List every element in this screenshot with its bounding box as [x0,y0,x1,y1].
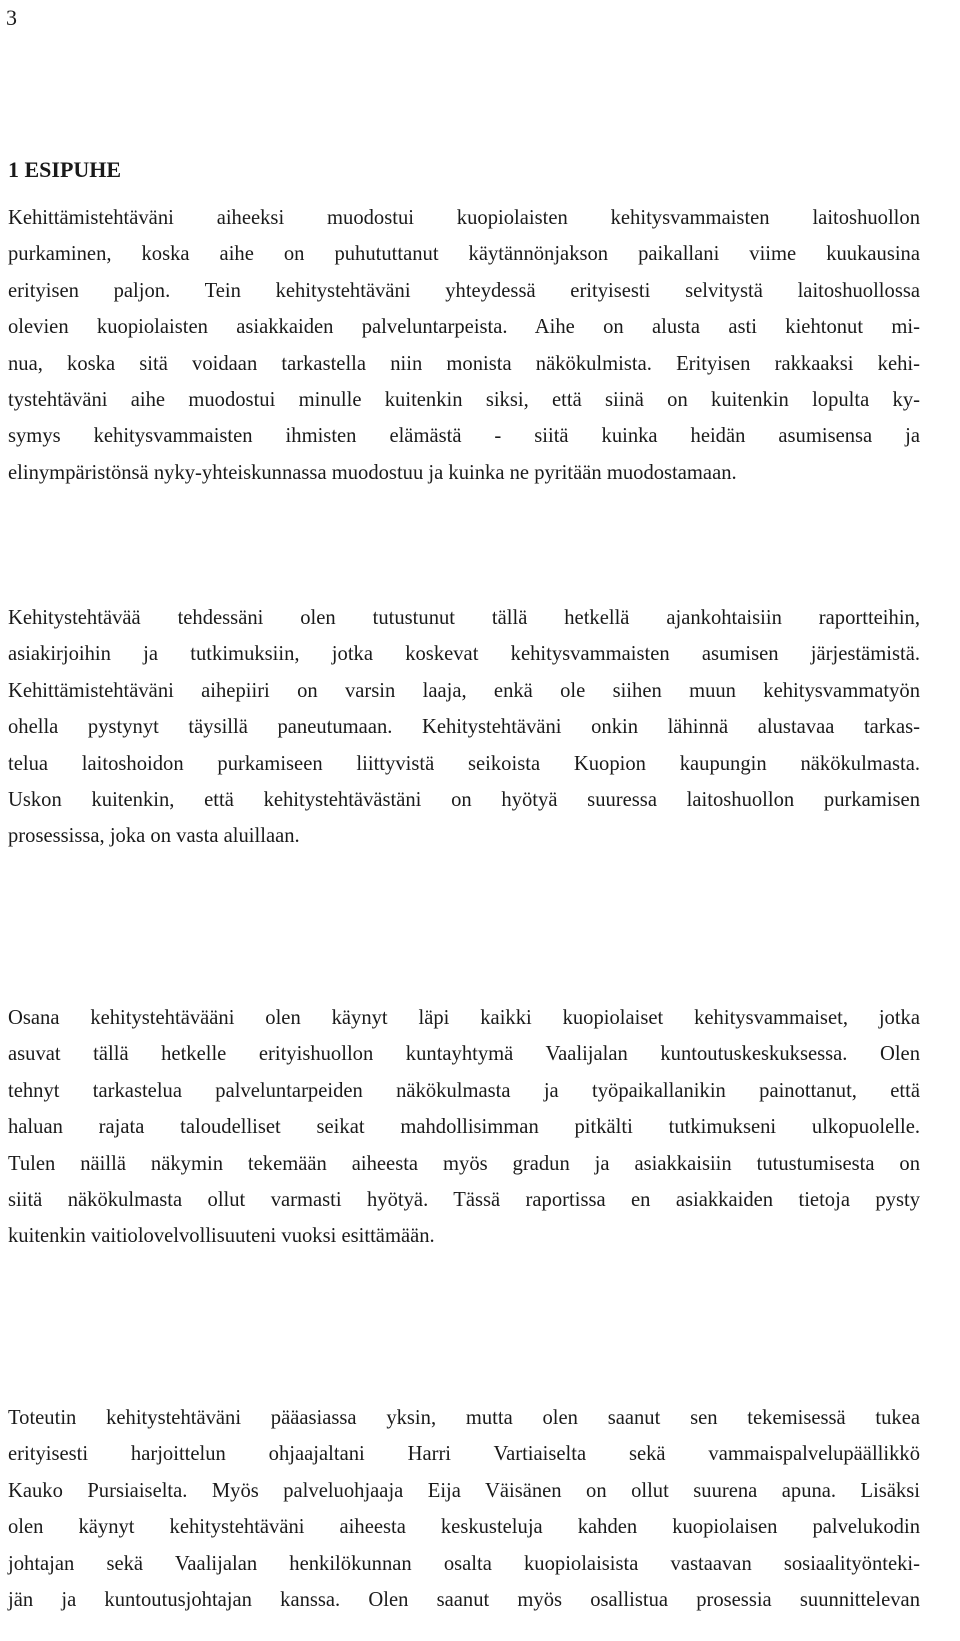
text-line: nua, koska sitä voidaan tarkastella niin monista näkökulmista. Erityisen rakkaaksi kehi- [8,352,920,375]
text-line: purkaminen, koska aihe on puhututtanut käytännönjakson paikallani viime kuukausina [8,243,920,266]
text-line: erityisesti harjoittelun ohjaajaltani Harri Vartiaiselta sekä vammaispalvelupäällikkö [8,1443,920,1466]
text-line: haluan rajata taloudelliset seikat mahdollisimman pitkälti tutkimukseni ulkopuolelle. [8,1116,920,1139]
text-line: jän ja kuntoutusjohtajan kanssa. Olen saanut myös osallistua prosessia suunnittelevan [8,1588,920,1611]
text-line: Tulen näillä näkymin tekemään aiheesta myös gradun ja asiakkaisiin tutustumisesta on [8,1152,920,1175]
text-line: Kauko Pursiaiselta. Myös palveluohjaaja Eija Väisänen on ollut suurena apuna. Lisäksi [8,1479,920,1502]
page-number: 3 [6,5,17,30]
paragraph-method [8,1000,920,1255]
text-line: asiakirjoihin ja tutkimuksiin, jotka koskevat kehitysvammaisten asumisen järjestämistä. [8,643,920,666]
text-line: Kehitystehtävää tehdessäni olen tutustunut tällä hetkellä ajankohtaisiin raportteihin, [8,607,920,629]
paragraph-sources [8,600,920,855]
text-line: olen käynyt kehitystehtäväni aiheesta keskusteluja kahden kuopiolaisen palvelukodin [8,1516,920,1539]
section-heading: 1 ESIPUHE [8,157,122,182]
paragraph-acknowledgements [8,1400,920,1618]
text-line: Kehittämistehtäväni aiheeksi muodostui kuopiolaisten kehitysvammaisten laitoshuollon [8,207,920,229]
text-line: erityisen paljon. Tein kehitystehtäväni yhteydessä erityisesti selvitystä laitoshuollossa [8,279,920,302]
text-line: tystehtäväni aihe muodostui minulle kuitenkin siksi, että siinä on kuitenkin lopulta ky- [8,388,920,411]
text-line: telua laitoshoidon purkamiseen liittyvistä seikoista Kuopion kaupungin näkökulmasta. [8,752,920,775]
text-line: siitä näkökulmasta ollut varmasti hyötyä. Tässä raportissa en asiakkaiden tietoja pysty [8,1188,920,1211]
text-line: olevien kuopiolaisten asiakkaiden palveluntarpeista. Aihe on alusta asti kiehtonut mi- [8,316,920,339]
text-line: Uskon kuitenkin, että kehitystehtävästäni on hyötyä suuressa laitoshuollon purkamisen [8,788,920,811]
text-line: prosessissa, joka on vasta aluillaan. [8,825,300,848]
text-line: ohella pystynyt täysillä paneutumaan. Kehitystehtäväni onkin lähinnä alustavaa tarkas- [8,716,920,739]
text-line: Osana kehitystehtävääni olen käynyt läpi kaikki kuopiolaiset kehitysvammaiset, jotka [8,1007,920,1029]
paragraph-intro [8,200,920,491]
text-line: Toteutin kehitystehtäväni pääasiassa yksin, mutta olen saanut sen tekemisessä tukea [8,1407,920,1429]
text-line: elinympäristönsä nyky-yhteiskunnassa muodostuu ja kuinka ne pyritään muodostamaan. [8,461,737,484]
text-line: tehnyt tarkastelua palveluntarpeiden näkökulmasta ja työpaikallanikin painottanut, että [8,1079,920,1102]
text-line: asuvat tällä hetkelle erityishuollon kuntayhtymä Vaalijalan kuntoutuskeskuksessa. Olen [8,1043,920,1066]
text-line: symys kehitysvammaisten ihmisten elämästä - siitä kuinka heidän asumisensa ja [8,425,920,448]
text-line: Kehittämistehtäväni aihepiiri on varsin laaja, enkä ole siihen muun kehitysvammatyön [8,679,920,702]
text-line: kuitenkin vaitiolovelvollisuuteni vuoksi esittämään. [8,1225,435,1248]
text-line: johtajan sekä Vaalijalan henkilökunnan osalta kuopiolaisista vastaavan sosiaalityönteki- [8,1552,920,1575]
